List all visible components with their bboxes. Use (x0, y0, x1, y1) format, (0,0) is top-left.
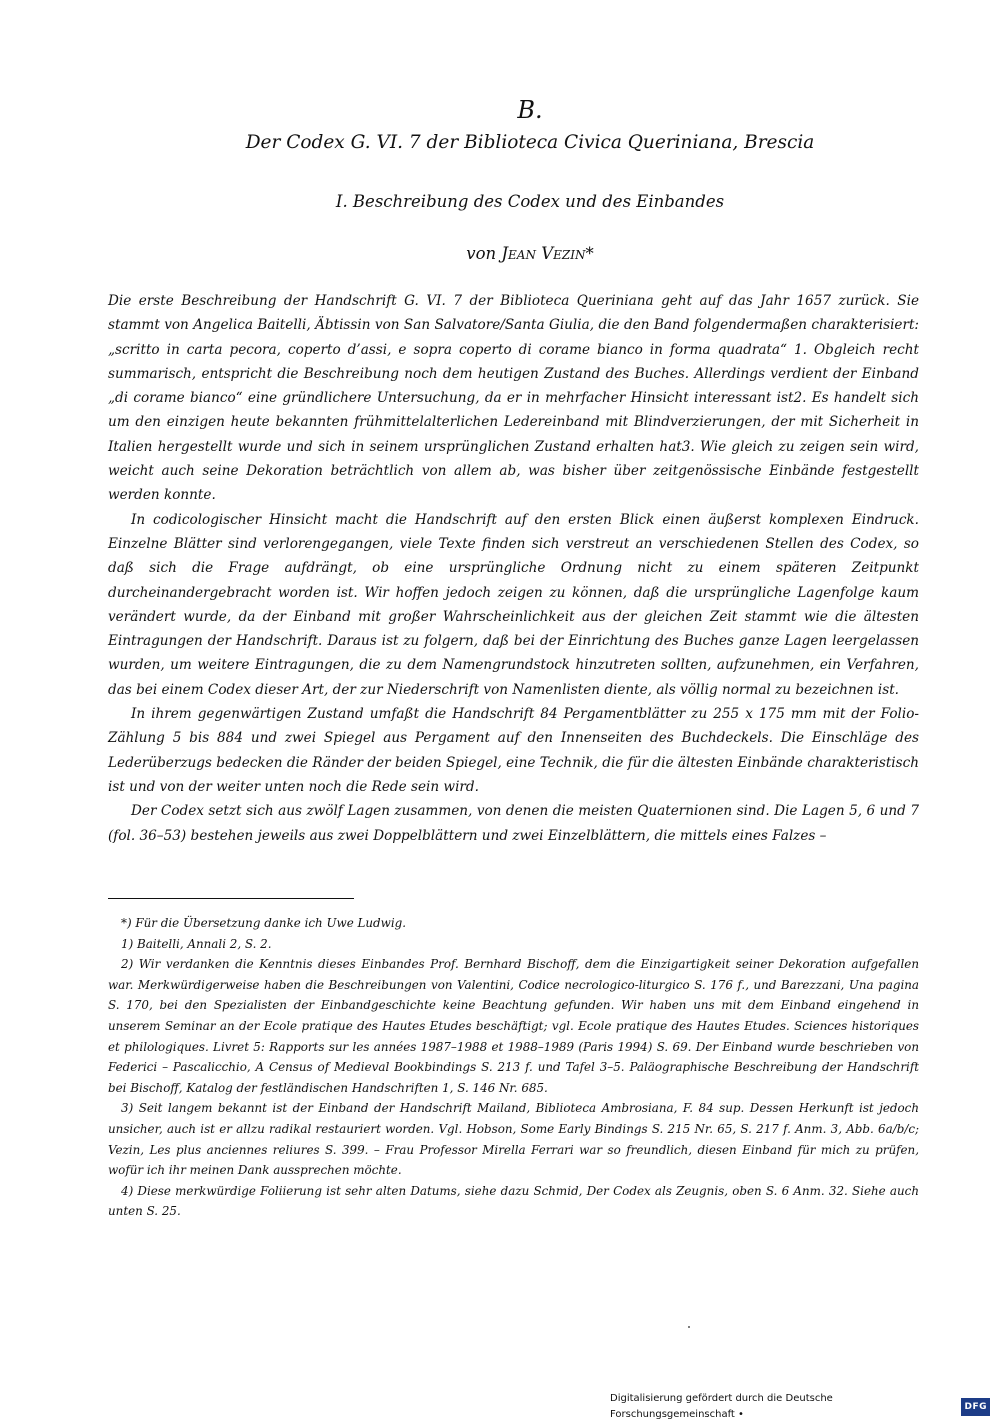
footnote: 3) Seit langem bekannt ist der Einband der Handschrift Mailand, Biblioteca Ambrosiana, F. 84 sup. Dessen Herkunft ist jedoch unsicher, auch ist er allzu radikal restauriert worden. Vgl. Hobson, Some Early Bindings S. 215 Nr. 65, S. 217 f. Anm. 3, Abb. 6a/b/c; Vezin, Les plus anciennes reliures S. 399. – Frau Professor Mirella Ferrari war so freundlich, diesen Einband für mich zu prüfen, wofür ich ihr meinen Dank aussprechen möchte. (108, 1101, 919, 1178)
footnote: 4) Diese merkwürdige Foliierung ist sehr alten Datums, siehe dazu Schmid, Der Codex als Zeugnis, oben S. 6 Anm. 32. Siehe auch unten S. 25. (108, 1183, 919, 1219)
body-paragraph: Der Codex setzt sich aus zwölf Lagen zusammen, von denen die meisten Quaternionen sind. Die Lagen 5, 6 und 7 (fol. 36–53) bestehen jeweils aus zwei Doppelblättern und zwei Einzelblättern, die mittels eines Falzes – (108, 803, 919, 844)
author-line (0, 244, 1000, 263)
body-paragraph: In ihrem gegenwärtigen Zustand umfaßt die Handschrift 84 Pergamentblätter zu 255 x 175 mm mit der Folio-Zählung 5 bis 884 und zwei Spiegel aus Pergament auf den Innenseiten des Buchdeckels. Die Einschläge des Lederüberzugs bedecken die Ränder der beiden Spiegel, eine Technik, die für die ältesten Einbände charakteristisch ist und von der weiter unten noch die Rede sein wird. (108, 706, 919, 795)
digitization-footer (610, 1393, 990, 1420)
footer-text: Digitalisierung gefördert durch die Deutsche Forschungsgemeinschaft • (610, 1393, 833, 1420)
footnote: 2) Wir verdanken die Kenntnis dieses Einbandes Prof. Bernhard Bischoff, dem die Einzigartigkeit seiner Dekoration aufgefallen war. Merkwürdigerweise haben die Beschreibungen von Valentini, Codice necrologico-liturgico S. 176 f., und Barezzani, Una pagina S. 170, bei den Spezialisten der Einbandgeschichte keine Beachtung gefunden. Wir haben uns mit dem Einband eingehend in unserem Seminar an der Ecole pratique des Hautes Etudes beschäftigt; vgl. Ecole pratique des Hautes Etudes. Sciences historiques et philologiques. Livret 5: Rapports sur les années 1987–1988 et 1988–1989 (Paris 1994) S. 69. Der Einband wurde beschrieben von Federici – Pascalicchio, A Census of Medieval Bookbindings S. 213 f. und Tafel 3–5. Paläographische Beschreibung der Handschrift bei Bischoff, Katalog der festländischen Handschriften 1, S. 146 Nr. 685. (108, 957, 919, 1095)
footnote: 1) Baitelli, Annali 2, S. 2. (121, 936, 272, 951)
section-letter: B. (517, 96, 543, 124)
author-name: Jean Vezin* (501, 244, 594, 263)
footnote-divider (108, 898, 354, 899)
body-paragraph: In codicologischer Hinsicht macht die Handschrift auf den ersten Blick einen äußerst komplexen Eindruck. Einzelne Blätter sind verlorengegangen, viele Texte finden sich verstreut an verschiedenen Stellen des Codex, so daß sich die Frage aufdrängt, ob eine ursprüngliche Ordnung nicht zu einem späteren Zeitpunkt durcheinandergebracht worden ist. Wir hoffen jedoch zeigen zu können, daß die ursprüngliche Lagenfolge kaum verändert wurde, da der Einband mit großer Wahrscheinlichkeit aus der gleichen Zeit stammt wie die ältesten Eintragungen der Handschrift. Daraus ist zu folgern, daß bei der Einrichtung des Buches ganze Lagen leergelassen wurden, um weitere Eintragungen, die zu dem Namengrundstock hinzutreten sollten, aufzunehmen, ein Verfahren, das bei einem Codex dieser Art, der zur Niederschrift von Namenlisten diente, als völlig normal zu bezeichnen ist. (108, 511, 919, 698)
document-title: Der Codex G. VI. 7 der Biblioteca Civica Queriniana, Brescia (245, 132, 815, 153)
speck (688, 1326, 690, 1328)
footnotes (108, 913, 919, 1222)
body-text (108, 289, 919, 848)
body-paragraph: Die erste Beschreibung der Handschrift G. VI. 7 der Biblioteca Queriniana geht auf das Jahr 1657 zurück. Sie stammt von Angelica Baitelli, Äbtissin von San Salvatore/Santa Giulia, die den Band folgendermaßen charakterisiert: „scritto in carta pecora, coperto d’assi, e sopra coperto di corame bianco in forma quadrata“ 1. Obgleich recht summarisch, entspricht die Beschreibung noch dem heutigen Zustand des Buches. Allerdings verdient der Einband „di corame bianco“ eine gründlichere Untersuchung, da er in mehrfacher Hinsicht interessant ist2. Es handelt sich um den einzigen heute bekannten frühmittelalterlichen Ledereinband mit Blindverzierungen, der mit Sicherheit in Italien hergestellt wurde und sich in seinem ursprünglichen Zustand erhalten hat3. Wie gleich zu zeigen sein wird, weicht auch seine Dekoration beträchtlich von allem ab, was bisher über zeitgenössische Einbände festgestellt werden konnte. (108, 293, 919, 504)
section-subtitle: I. Beschreibung des Codex und des Einbandes (335, 192, 725, 211)
author-prefix: von (466, 244, 502, 263)
dfg-logo: DFG (961, 1398, 990, 1416)
footnote: *) Für die Übersetzung danke ich Uwe Ludwig. (121, 916, 407, 930)
